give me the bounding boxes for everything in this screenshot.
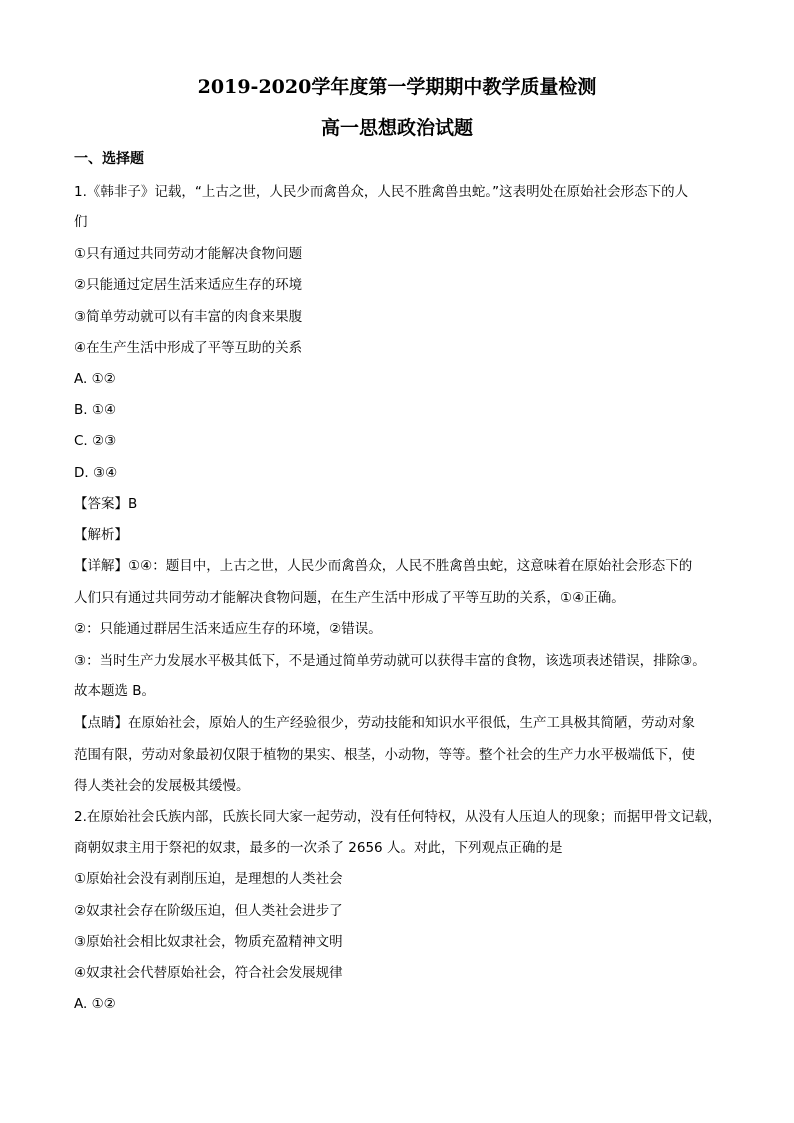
q1-option-c: C. ②③: [74, 433, 117, 449]
q1-statement-1: ①只有通过共同劳动才能解决食物问题: [74, 246, 303, 262]
tip-text: 在原始社会，原始人的生产经验很少，劳动技能和知识水平很低，生产工具极其简陋，劳动对象: [128, 715, 695, 731]
q1-detail-line2: 人们只有通过共同劳动才能解决食物问题，在生产生活中形成了平等互助的关系，①④正确。: [74, 590, 625, 606]
q1-detail-line5: 故本题选 B。: [74, 683, 156, 699]
q1-stem-line1: 1.《韩非子》记载，“上古之世，人民少而禽兽众，人民不胜禽兽虫蛇。”这表明处在原始社会形态下的人: [74, 184, 689, 200]
q1-tip-line1: [74, 714, 695, 732]
detail-tag: 【详解】: [74, 558, 128, 574]
q1-detail-line4: ③：当时生产力发展水平极其低下，不是通过简单劳动就可以获得丰富的食物，该选项表述错误，排除③。: [74, 653, 706, 669]
exam-title: 2019-2020学年度第一学期期中教学质量检测: [197, 76, 597, 98]
q2-statement-2: ②奴隶社会存在阶级压迫，但人类社会进步了: [74, 903, 343, 919]
q2-option-a: A. ①②: [74, 996, 116, 1012]
tip-tag: 【点睛】: [74, 715, 128, 731]
answer-value: B: [128, 496, 138, 512]
q1-stem-line2: 们: [74, 214, 88, 230]
q1-statement-2: ②只能通过定居生活来适应生存的环境: [74, 277, 303, 293]
q1-option-d: D. ③④: [74, 465, 118, 481]
q1-detail-line1: [74, 557, 692, 575]
exam-subtitle: 高一思想政治试题: [320, 117, 473, 139]
q1-tip-line3: 得人类社会的发展极其缓慢。: [74, 778, 250, 794]
q1-detail-line3: ②：只能通过群居生活来适应生存的环境，②错误。: [74, 621, 382, 637]
q2-statement-1: ①原始社会没有剥削压迫，是理想的人类社会: [74, 871, 343, 887]
answer-tag: 【答案】: [74, 496, 128, 512]
q1-analysis-tag: 【解析】: [74, 527, 128, 543]
q2-stem-line2: 商朝奴隶主用于祭祀的奴隶，最多的一次杀了 2656 人。对此，下列观点正确的是: [74, 840, 563, 856]
section-heading: 一、选择题: [74, 151, 144, 167]
q1-option-a: A. ①②: [74, 371, 116, 387]
q1-answer: [74, 495, 137, 513]
q1-tip-line2: 范围有限，劳动对象最初仅限于植物的果实、根茎，小动物，等等。整个社会的生产力水平极端低下，使: [74, 747, 695, 763]
q2-statement-3: ③原始社会相比奴隶社会，物质充盈精神文明: [74, 934, 343, 950]
q1-option-b: B. ①④: [74, 402, 117, 418]
q2-statement-4: ④奴隶社会代替原始社会，符合社会发展规律: [74, 965, 343, 981]
q1-statement-3: ③简单劳动就可以有丰富的肉食来果腹: [74, 309, 303, 325]
q2-stem-line1: 2.在原始社会氏族内部，氏族长同大家一起劳动，没有任何特权，从没有人压迫人的现象；而据甲骨文记载，: [74, 809, 722, 825]
detail-text: ①④：题目中，上古之世，人民少而禽兽众，人民不胜禽兽虫蛇，这意味着在原始社会形态下的: [128, 558, 693, 574]
q1-statement-4: ④在生产生活中形成了平等互助的关系: [74, 340, 303, 356]
